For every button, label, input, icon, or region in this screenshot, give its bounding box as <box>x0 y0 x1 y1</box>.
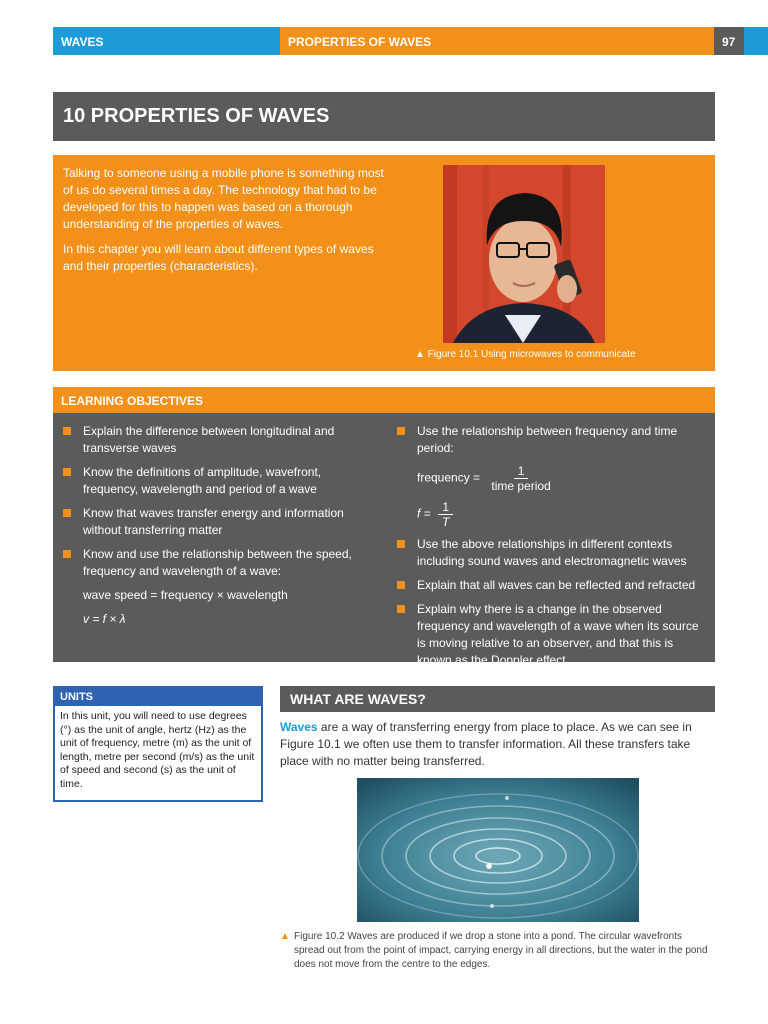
wave-speed-symbol-equation: v = f × λ <box>83 612 126 626</box>
intro-text <box>63 165 393 283</box>
bullet-square-icon <box>397 605 405 613</box>
units-title: UNITS <box>55 688 261 706</box>
chapter-title: 10 PROPERTIES OF WAVES <box>53 92 715 141</box>
header-tab <box>744 27 768 55</box>
waves-keyword: Waves <box>280 720 318 734</box>
objective-item: Know and use the relationship between the speed, frequency and wavelength of a wave: <box>63 546 373 580</box>
bullet-square-icon <box>63 468 71 476</box>
intro-paragraph-1: Talking to someone using a mobile phone is something most of us do several times a day. The technology that had to be developed for this to happen was based on a thorough understanding of the properties of waves. <box>63 166 384 231</box>
bullet-square-icon <box>397 581 405 589</box>
objective-item: Explain why there is a change in the observed frequency and wavelength of a wave when its source is moving relative to an observer, and that this is known as the Doppler effect <box>397 601 707 669</box>
phone-user-photo <box>443 165 605 343</box>
intro-paragraph-2: In this chapter you will learn about different types of waves and their properties (characteristics). <box>63 242 374 273</box>
caption-triangle-icon: ▲ <box>415 349 425 360</box>
section-label: WAVES <box>53 27 280 55</box>
objectives-left-column <box>63 423 373 635</box>
wave-speed-equation: wave speed = frequency × wavelength <box>83 588 288 602</box>
objective-item: Explain that all waves can be reflected and refracted <box>397 577 707 594</box>
pond-ripples-photo <box>357 778 639 922</box>
units-text: In this unit, you will need to use degrees (°) as the unit of angle, hertz (Hz) as the unit of frequency, metre (m) as the unit of length, metre per second (m/s) as the unit of speed and second (s) as the unit of time. <box>60 710 255 790</box>
objective-item: Use the above relationships in different contexts including sound waves and electromagnetic waves <box>397 536 707 570</box>
f-equation: f = $\frac{1}{T}$ <box>397 500 707 529</box>
frequency-fraction: $\frac{1}{\text{time period}}$ <box>491 464 551 493</box>
objective-item: Know the definitions of amplitude, wavefront, frequency, wavelength and period of a wave <box>63 464 373 498</box>
objectives-right-column <box>397 423 707 676</box>
bullet-square-icon <box>63 550 71 558</box>
chapter-label: PROPERTIES OF WAVES <box>280 27 714 55</box>
intro-box <box>53 155 715 371</box>
learning-objectives-title: LEARNING OBJECTIVES <box>53 387 715 413</box>
caption-triangle-icon: ▲ <box>280 931 290 942</box>
figure-10-1-caption-text: Figure 10.1 Using microwaves to communicate <box>427 349 636 360</box>
learning-objectives-box <box>53 413 715 667</box>
bullet-square-icon <box>63 427 71 435</box>
f-fraction: $\frac{1}{T}$ <box>438 500 453 529</box>
units-box <box>53 686 263 802</box>
page-number: 97 <box>714 27 744 55</box>
waves-paragraph <box>280 719 715 770</box>
figure-10-2-caption-text: Figure 10.2 Waves are produced if we drop a stone into a pond. The circular wavefronts spread out from the point of impact, carrying energy in all directions, but the water in the pond does not move from the centre to the edges. <box>294 931 708 970</box>
figure-10-2-caption <box>280 930 715 972</box>
figure-10-1-caption <box>415 349 636 360</box>
waves-paragraph-text: are a way of transferring energy from place to place. As we can see in Figure 10.1 we often use them to transfer information. All these transfers take place with no matter being transferred. <box>280 720 692 768</box>
bullet-square-icon <box>63 509 71 517</box>
objective-item: Know that waves transfer energy and information without transferring matter <box>63 505 373 539</box>
frequency-equation: frequency = $\frac{1}{\text{time period}}$ <box>397 464 707 493</box>
bullet-square-icon <box>397 427 405 435</box>
objective-item: Explain the difference between longitudinal and transverse waves <box>63 423 373 457</box>
bullet-square-icon <box>397 540 405 548</box>
running-header <box>53 27 768 55</box>
objective-item: Use the relationship between frequency and time period: <box>397 423 707 457</box>
section-heading: WHAT ARE WAVES? <box>280 686 715 712</box>
